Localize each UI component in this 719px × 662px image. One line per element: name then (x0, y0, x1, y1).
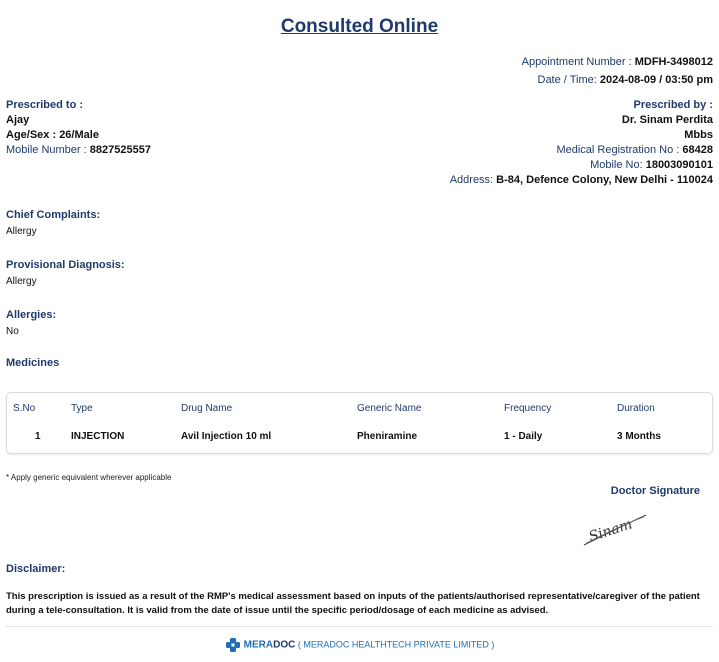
footer-company: ( MERADOC HEALTHTECH PRIVATE LIMITED ) (295, 639, 495, 650)
footer-divider (6, 626, 713, 627)
col-header-type: Type (71, 403, 93, 414)
footer-brand-mera: MERA (243, 639, 274, 651)
prescribed-by-header: Prescribed by : (633, 99, 713, 111)
chief-complaints-value: Allergy (6, 226, 37, 237)
doctor-signature-label: Doctor Signature (610, 485, 700, 497)
diagnosis-value: Allergy (6, 276, 37, 287)
footer-brand (244, 639, 296, 650)
disclaimer-title: Disclaimer: (6, 563, 66, 575)
medicine-row-generic-name: Pheniramine (357, 431, 418, 442)
prescribed-to-header: Prescribed to : (6, 99, 84, 111)
patient-mobile-row (6, 143, 151, 158)
signature-handwriting: Sinam (586, 516, 635, 546)
chief-complaints-label: Chief Complaints: (6, 209, 101, 221)
appointment-date-value: 2024-08-09 / 03:50 pm (599, 74, 713, 86)
doctor-name: Dr. Sinam Perdita (621, 114, 713, 126)
appointment-number-value: MDFH-3498012 (634, 56, 713, 68)
patient-age-sex-row (6, 128, 151, 143)
patient-age-sex-value: 26/Male (59, 129, 99, 141)
doctor-mobile-row (450, 158, 713, 173)
doctor-address-row (450, 173, 713, 188)
appointment-date-row (522, 73, 713, 88)
medicine-row-duration: 3 Months (617, 431, 661, 442)
appointment-number-row (522, 55, 713, 70)
medicines-label: Medicines (6, 357, 60, 369)
footer-brand-doc: DOC (273, 639, 296, 651)
doctor-mobile-label: Mobile No: (590, 159, 646, 171)
doctor-mobile-value: 18003090101 (645, 159, 713, 171)
generic-note: * Apply generic equivalent wherever applicable (6, 473, 172, 482)
doctor-reg-row (450, 143, 713, 158)
appointment-number-label: Appointment Number : (521, 56, 635, 68)
doctor-address-value: B-84, Defence Colony, New Delhi - 110024 (496, 174, 713, 186)
col-header-sno: S.No (13, 403, 36, 414)
doctor-address-label: Address: (449, 174, 497, 186)
col-header-duration: Duration (617, 403, 655, 414)
patient-mobile-value: 8827525557 (89, 144, 151, 156)
doctor-reg-value: 68428 (682, 144, 713, 156)
patient-mobile-label: Mobile Number : (6, 144, 90, 156)
doctor-signature-image (580, 505, 650, 550)
appointment-date-label: Date / Time: (537, 74, 600, 86)
medicine-row-drug-name: Avil Injection 10 ml (181, 431, 272, 442)
medicines-table (6, 392, 713, 454)
appointment-info (522, 55, 713, 88)
allergies-value: No (6, 326, 19, 337)
allergies-label: Allergies: (6, 309, 57, 321)
page-title: Consulted Online (280, 16, 439, 37)
patient-name: Ajay (6, 114, 30, 126)
footer (0, 637, 719, 653)
doctor-degree: Mbbs (684, 129, 713, 141)
col-header-drug-name: Drug Name (181, 403, 233, 414)
doctor-reg-label: Medical Registration No : (556, 144, 683, 156)
doctor-info (450, 98, 713, 188)
meradoc-logo-icon (225, 637, 241, 653)
col-header-frequency: Frequency (504, 403, 552, 414)
disclaimer-text: This prescription is issued as a result of the RMP's medical assessment based on inputs of the patients/authorised representative/caregiver of the patient during a tele-consultation. It is valid from the date of issue until the specific period/dosage of each medicine as advised. (6, 591, 700, 616)
medicine-row-sno: 1 (35, 431, 41, 442)
col-header-generic-name: Generic Name (357, 403, 422, 414)
patient-age-sex-label: Age/Sex : (6, 129, 60, 141)
patient-info (6, 98, 151, 158)
medicine-row-type: INJECTION (71, 431, 125, 442)
diagnosis-label: Provisional Diagnosis: (6, 259, 125, 271)
medicine-row-frequency: 1 - Daily (504, 431, 543, 442)
